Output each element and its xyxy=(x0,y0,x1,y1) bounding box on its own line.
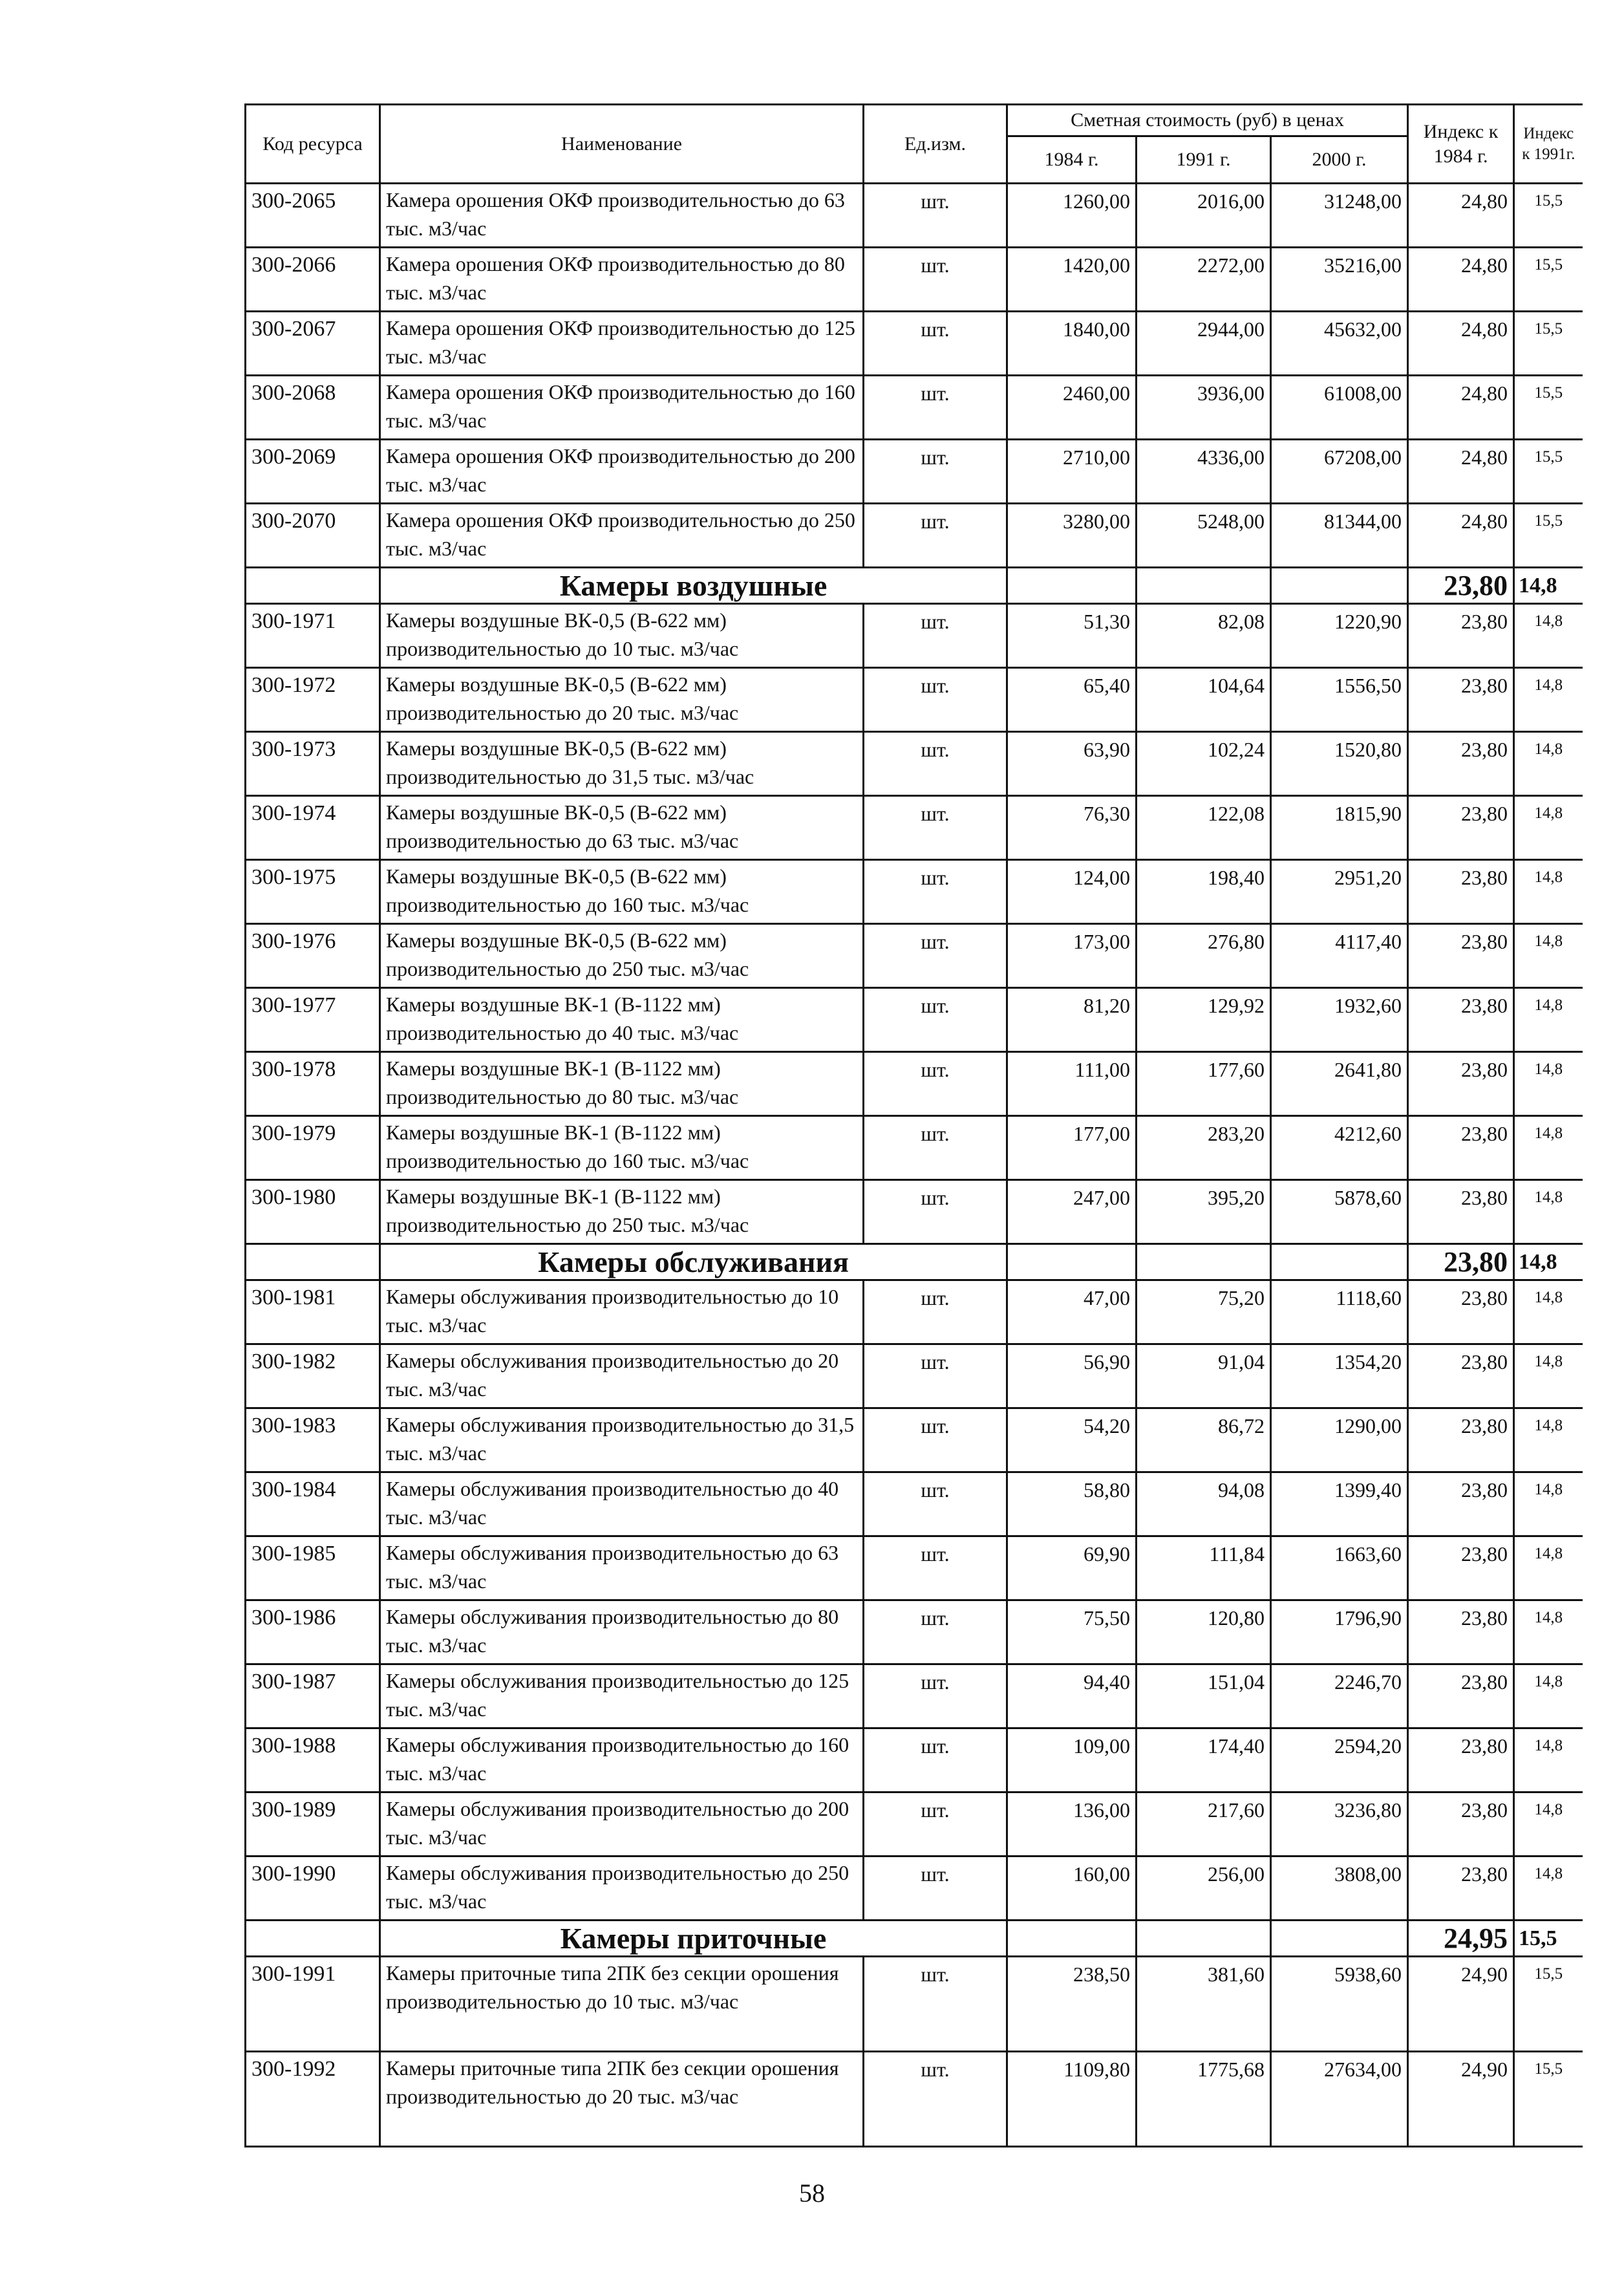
unit-of-measure: шт. xyxy=(864,376,1007,440)
table-row xyxy=(246,860,1583,924)
table-row xyxy=(246,796,1583,860)
index-1991: 14,8 xyxy=(1514,1600,1583,1664)
index-1984: 23,80 xyxy=(1408,1857,1514,1921)
resource-name: Камеры обслуживания производительностью до 63 тыс. м3/час xyxy=(380,1536,864,1600)
price-1984: 1420,00 xyxy=(1007,248,1137,312)
resource-code: 300-1977 xyxy=(246,988,380,1052)
price-2000: 61008,00 xyxy=(1271,376,1408,440)
price-2000: 2951,20 xyxy=(1271,860,1408,924)
resource-code: 300-2066 xyxy=(246,248,380,312)
price-1984: 51,30 xyxy=(1007,604,1137,668)
section-empty-cell xyxy=(1271,568,1408,604)
resource-name: Камеры приточные типа 2ПК без секции орошения производительностью до 20 тыс. м3/час xyxy=(380,2052,864,2147)
price-1984: 63,90 xyxy=(1007,732,1137,796)
price-2000: 27634,00 xyxy=(1271,2052,1408,2147)
table-row xyxy=(246,1116,1583,1180)
unit-of-measure: шт. xyxy=(864,1957,1007,2052)
price-2000: 1932,60 xyxy=(1271,988,1408,1052)
price-1984: 54,20 xyxy=(1007,1408,1137,1472)
resource-name: Камеры обслуживания производительностью до 40 тыс. м3/час xyxy=(380,1472,864,1536)
resource-name: Камеры приточные типа 2ПК без секции орошения производительностью до 10 тыс. м3/час xyxy=(380,1957,864,2052)
index-1991: 14,8 xyxy=(1514,732,1583,796)
index-1984: 23,80 xyxy=(1408,1344,1514,1408)
price-1991: 276,80 xyxy=(1137,924,1271,988)
resource-code: 300-2068 xyxy=(246,376,380,440)
resource-name: Камеры воздушные ВК-0,5 (В-622 мм) производительностью до 160 тыс. м3/час xyxy=(380,860,864,924)
resource-name: Камеры воздушные ВК-0,5 (В-622 мм) производительностью до 31,5 тыс. м3/час xyxy=(380,732,864,796)
unit-of-measure: шт. xyxy=(864,504,1007,568)
index-1984: 23,80 xyxy=(1408,1180,1514,1244)
header-name: Наименование xyxy=(380,105,864,184)
resource-code: 300-1990 xyxy=(246,1857,380,1921)
section-index-1991: 15,5 xyxy=(1514,1921,1583,1957)
header-cost-group: Сметная стоимость (руб) в ценах xyxy=(1007,105,1408,136)
table-row xyxy=(246,1408,1583,1472)
resource-name: Камеры воздушные ВК-1 (В-1122 мм) производительностью до 160 тыс. м3/час xyxy=(380,1116,864,1180)
section-code-cell xyxy=(246,1921,380,1957)
resource-name: Камеры воздушные ВК-0,5 (В-622 мм) производительностью до 10 тыс. м3/час xyxy=(380,604,864,668)
table-row xyxy=(246,1472,1583,1536)
price-1991: 1775,68 xyxy=(1137,2052,1271,2147)
resource-name: Камеры обслуживания производительностью до 20 тыс. м3/час xyxy=(380,1344,864,1408)
price-1991: 120,80 xyxy=(1137,1600,1271,1664)
price-2000: 35216,00 xyxy=(1271,248,1408,312)
price-1984: 75,50 xyxy=(1007,1600,1137,1664)
unit-of-measure: шт. xyxy=(864,1472,1007,1536)
index-1991: 14,8 xyxy=(1514,860,1583,924)
table-row xyxy=(246,2052,1583,2147)
resource-code: 300-1992 xyxy=(246,2052,380,2147)
resource-code: 300-1973 xyxy=(246,732,380,796)
resource-name: Камеры воздушные ВК-0,5 (В-622 мм) производительностью до 63 тыс. м3/час xyxy=(380,796,864,860)
price-2000: 2246,70 xyxy=(1271,1664,1408,1728)
index-1984: 24,80 xyxy=(1408,440,1514,504)
section-header-row xyxy=(246,1244,1583,1280)
price-1991: 104,64 xyxy=(1137,668,1271,732)
unit-of-measure: шт. xyxy=(864,440,1007,504)
index-1991: 15,5 xyxy=(1514,184,1583,248)
index-1991: 15,5 xyxy=(1514,1957,1583,2052)
price-1984: 56,90 xyxy=(1007,1344,1137,1408)
index-1984: 23,80 xyxy=(1408,1116,1514,1180)
section-empty-cell xyxy=(1137,1921,1271,1957)
resource-code: 300-1984 xyxy=(246,1472,380,1536)
section-empty-cell xyxy=(1137,568,1271,604)
table-row xyxy=(246,1344,1583,1408)
resource-name: Камеры обслуживания производительностью до 160 тыс. м3/час xyxy=(380,1728,864,1792)
table-row xyxy=(246,440,1583,504)
index-1984: 23,80 xyxy=(1408,1052,1514,1116)
section-empty-cell xyxy=(1007,1244,1137,1280)
table-row xyxy=(246,1664,1583,1728)
price-1991: 198,40 xyxy=(1137,860,1271,924)
price-table xyxy=(244,103,1583,2147)
price-1984: 69,90 xyxy=(1007,1536,1137,1600)
resource-code: 300-1981 xyxy=(246,1280,380,1344)
section-empty-cell xyxy=(1007,568,1137,604)
resource-code: 300-1988 xyxy=(246,1728,380,1792)
table-row xyxy=(246,732,1583,796)
price-1991: 4336,00 xyxy=(1137,440,1271,504)
price-1984: 94,40 xyxy=(1007,1664,1137,1728)
resource-code: 300-1971 xyxy=(246,604,380,668)
unit-of-measure: шт. xyxy=(864,796,1007,860)
section-header-row xyxy=(246,1921,1583,1957)
index-1984: 24,80 xyxy=(1408,184,1514,248)
table-row xyxy=(246,504,1583,568)
table-row xyxy=(246,1600,1583,1664)
resource-code: 300-2070 xyxy=(246,504,380,568)
index-1991: 14,8 xyxy=(1514,1280,1583,1344)
resource-name: Камеры обслуживания производительностью до 200 тыс. м3/час xyxy=(380,1792,864,1857)
resource-code: 300-1979 xyxy=(246,1116,380,1180)
index-1991: 14,8 xyxy=(1514,1408,1583,1472)
index-1991: 14,8 xyxy=(1514,1116,1583,1180)
index-1984: 24,80 xyxy=(1408,504,1514,568)
price-1991: 122,08 xyxy=(1137,796,1271,860)
unit-of-measure: шт. xyxy=(864,248,1007,312)
index-1991: 14,8 xyxy=(1514,1664,1583,1728)
index-1991: 14,8 xyxy=(1514,1180,1583,1244)
price-2000: 4212,60 xyxy=(1271,1116,1408,1180)
index-1991: 15,5 xyxy=(1514,504,1583,568)
index-1991: 14,8 xyxy=(1514,1052,1583,1116)
price-1991: 91,04 xyxy=(1137,1344,1271,1408)
index-1984: 23,80 xyxy=(1408,1792,1514,1857)
price-1991: 102,24 xyxy=(1137,732,1271,796)
price-1991: 75,20 xyxy=(1137,1280,1271,1344)
header-1984: 1984 г. xyxy=(1007,136,1137,184)
price-1984: 177,00 xyxy=(1007,1116,1137,1180)
unit-of-measure: шт. xyxy=(864,1180,1007,1244)
price-1991: 129,92 xyxy=(1137,988,1271,1052)
header-index-1984: Индекс к 1984 г. xyxy=(1408,105,1514,184)
price-1991: 283,20 xyxy=(1137,1116,1271,1180)
index-1984: 24,90 xyxy=(1408,1957,1514,2052)
resource-name: Камеры обслуживания производительностью до 250 тыс. м3/час xyxy=(380,1857,864,1921)
price-2000: 3808,00 xyxy=(1271,1857,1408,1921)
index-1984: 23,80 xyxy=(1408,732,1514,796)
price-1991: 2944,00 xyxy=(1137,312,1271,376)
table-row xyxy=(246,184,1583,248)
price-1984: 81,20 xyxy=(1007,988,1137,1052)
index-1984: 23,80 xyxy=(1408,924,1514,988)
price-table-sheet xyxy=(244,103,1581,2147)
price-1991: 86,72 xyxy=(1137,1408,1271,1472)
resource-code: 300-1983 xyxy=(246,1408,380,1472)
section-title: Камеры воздушные xyxy=(380,568,1007,604)
price-1984: 1260,00 xyxy=(1007,184,1137,248)
unit-of-measure: шт. xyxy=(864,1664,1007,1728)
unit-of-measure: шт. xyxy=(864,184,1007,248)
price-2000: 1290,00 xyxy=(1271,1408,1408,1472)
table-row xyxy=(246,924,1583,988)
price-1984: 1840,00 xyxy=(1007,312,1137,376)
header-unit: Ед.изм. xyxy=(864,105,1007,184)
resource-code: 300-1980 xyxy=(246,1180,380,1244)
price-2000: 1815,90 xyxy=(1271,796,1408,860)
section-empty-cell xyxy=(1271,1921,1408,1957)
unit-of-measure: шт. xyxy=(864,1280,1007,1344)
resource-name: Камера орошения ОКФ производительностью до 200 тыс. м3/час xyxy=(380,440,864,504)
index-1984: 23,80 xyxy=(1408,1472,1514,1536)
index-1991: 14,8 xyxy=(1514,924,1583,988)
price-2000: 5938,60 xyxy=(1271,1957,1408,2052)
table-row xyxy=(246,1052,1583,1116)
resource-name: Камеры обслуживания производительностью до 125 тыс. м3/час xyxy=(380,1664,864,1728)
resource-name: Камеры воздушные ВК-0,5 (В-622 мм) производительностью до 250 тыс. м3/час xyxy=(380,924,864,988)
price-1991: 395,20 xyxy=(1137,1180,1271,1244)
unit-of-measure: шт. xyxy=(864,1116,1007,1180)
price-2000: 1399,40 xyxy=(1271,1472,1408,1536)
price-1991: 5248,00 xyxy=(1137,504,1271,568)
section-header-row xyxy=(246,568,1583,604)
index-1991: 14,8 xyxy=(1514,1792,1583,1857)
price-1991: 111,84 xyxy=(1137,1536,1271,1600)
section-code-cell xyxy=(246,1244,380,1280)
price-1984: 2460,00 xyxy=(1007,376,1137,440)
table-row xyxy=(246,1280,1583,1344)
section-empty-cell xyxy=(1137,1244,1271,1280)
unit-of-measure: шт. xyxy=(864,1857,1007,1921)
resource-name: Камера орошения ОКФ производительностью до 125 тыс. м3/час xyxy=(380,312,864,376)
resource-name: Камеры воздушные ВК-1 (В-1122 мм) производительностью до 40 тыс. м3/час xyxy=(380,988,864,1052)
unit-of-measure: шт. xyxy=(864,1600,1007,1664)
index-1991: 14,8 xyxy=(1514,796,1583,860)
unit-of-measure: шт. xyxy=(864,1536,1007,1600)
price-1984: 1109,80 xyxy=(1007,2052,1137,2147)
price-2000: 45632,00 xyxy=(1271,312,1408,376)
index-1984: 23,80 xyxy=(1408,988,1514,1052)
index-1991: 15,5 xyxy=(1514,2052,1583,2147)
header-2000: 2000 г. xyxy=(1271,136,1408,184)
index-1991: 15,5 xyxy=(1514,248,1583,312)
resource-name: Камера орошения ОКФ производительностью до 250 тыс. м3/час xyxy=(380,504,864,568)
header-1991: 1991 г. xyxy=(1137,136,1271,184)
table-row xyxy=(246,604,1583,668)
price-2000: 5878,60 xyxy=(1271,1180,1408,1244)
price-1984: 109,00 xyxy=(1007,1728,1137,1792)
resource-code: 300-1976 xyxy=(246,924,380,988)
resource-code: 300-1982 xyxy=(246,1344,380,1408)
resource-name: Камеры воздушные ВК-0,5 (В-622 мм) производительностью до 20 тыс. м3/час xyxy=(380,668,864,732)
index-1984: 23,80 xyxy=(1408,1408,1514,1472)
index-1991: 14,8 xyxy=(1514,1536,1583,1600)
resource-name: Камеры воздушные ВК-1 (В-1122 мм) производительностью до 80 тыс. м3/час xyxy=(380,1052,864,1116)
price-1991: 381,60 xyxy=(1137,1957,1271,2052)
price-2000: 1220,90 xyxy=(1271,604,1408,668)
resource-name: Камера орошения ОКФ производительностью до 160 тыс. м3/час xyxy=(380,376,864,440)
price-1984: 247,00 xyxy=(1007,1180,1137,1244)
section-index-1991: 14,8 xyxy=(1514,568,1583,604)
price-1984: 2710,00 xyxy=(1007,440,1137,504)
index-1991: 15,5 xyxy=(1514,312,1583,376)
resource-code: 300-1972 xyxy=(246,668,380,732)
section-index-1991: 14,8 xyxy=(1514,1244,1583,1280)
resource-code: 300-1989 xyxy=(246,1792,380,1857)
price-2000: 1520,80 xyxy=(1271,732,1408,796)
price-1991: 177,60 xyxy=(1137,1052,1271,1116)
resource-code: 300-1985 xyxy=(246,1536,380,1600)
unit-of-measure: шт. xyxy=(864,668,1007,732)
index-1991: 14,8 xyxy=(1514,1344,1583,1408)
unit-of-measure: шт. xyxy=(864,1344,1007,1408)
price-2000: 1118,60 xyxy=(1271,1280,1408,1344)
table-row xyxy=(246,312,1583,376)
price-2000: 1796,90 xyxy=(1271,1600,1408,1664)
table-row xyxy=(246,988,1583,1052)
unit-of-measure: шт. xyxy=(864,1792,1007,1857)
index-1991: 15,5 xyxy=(1514,376,1583,440)
price-1984: 3280,00 xyxy=(1007,504,1137,568)
price-1991: 82,08 xyxy=(1137,604,1271,668)
price-1984: 136,00 xyxy=(1007,1792,1137,1857)
index-1984: 23,80 xyxy=(1408,1600,1514,1664)
index-1984: 23,80 xyxy=(1408,796,1514,860)
price-1984: 124,00 xyxy=(1007,860,1137,924)
resource-name: Камера орошения ОКФ производительностью до 63 тыс. м3/час xyxy=(380,184,864,248)
price-1991: 3936,00 xyxy=(1137,376,1271,440)
unit-of-measure: шт. xyxy=(864,2052,1007,2147)
resource-name: Камеры воздушные ВК-1 (В-1122 мм) производительностью до 250 тыс. м3/час xyxy=(380,1180,864,1244)
index-1984: 24,80 xyxy=(1408,376,1514,440)
unit-of-measure: шт. xyxy=(864,312,1007,376)
price-2000: 2641,80 xyxy=(1271,1052,1408,1116)
table-row xyxy=(246,1857,1583,1921)
section-index-1984: 23,80 xyxy=(1408,568,1514,604)
index-1991: 14,8 xyxy=(1514,1857,1583,1921)
index-1984: 23,80 xyxy=(1408,860,1514,924)
table-row xyxy=(246,248,1583,312)
index-1991: 14,8 xyxy=(1514,1728,1583,1792)
index-1991: 14,8 xyxy=(1514,668,1583,732)
resource-code: 300-1987 xyxy=(246,1664,380,1728)
section-title: Камеры приточные xyxy=(380,1921,1007,1957)
header-code: Код ресурса xyxy=(246,105,380,184)
price-1984: 238,50 xyxy=(1007,1957,1137,2052)
page-number: 58 xyxy=(799,2179,825,2208)
price-2000: 1556,50 xyxy=(1271,668,1408,732)
price-2000: 67208,00 xyxy=(1271,440,1408,504)
resource-name: Камера орошения ОКФ производительностью до 80 тыс. м3/час xyxy=(380,248,864,312)
index-1984: 23,80 xyxy=(1408,604,1514,668)
price-2000: 3236,80 xyxy=(1271,1792,1408,1857)
price-2000: 1663,60 xyxy=(1271,1536,1408,1600)
section-empty-cell xyxy=(1271,1244,1408,1280)
table-row xyxy=(246,1957,1583,2052)
index-1984: 23,80 xyxy=(1408,1664,1514,1728)
resource-code: 300-2067 xyxy=(246,312,380,376)
resource-name: Камеры обслуживания производительностью до 80 тыс. м3/час xyxy=(380,1600,864,1664)
index-1991: 15,5 xyxy=(1514,440,1583,504)
unit-of-measure: шт. xyxy=(864,604,1007,668)
price-1984: 58,80 xyxy=(1007,1472,1137,1536)
price-1991: 94,08 xyxy=(1137,1472,1271,1536)
price-2000: 81344,00 xyxy=(1271,504,1408,568)
resource-name: Камеры обслуживания производительностью до 31,5 тыс. м3/час xyxy=(380,1408,864,1472)
price-1991: 2272,00 xyxy=(1137,248,1271,312)
section-index-1984: 24,95 xyxy=(1408,1921,1514,1957)
table-row xyxy=(246,668,1583,732)
section-title: Камеры обслуживания xyxy=(380,1244,1007,1280)
resource-code: 300-1991 xyxy=(246,1957,380,2052)
table-row xyxy=(246,1792,1583,1857)
unit-of-measure: шт. xyxy=(864,1408,1007,1472)
section-empty-cell xyxy=(1007,1921,1137,1957)
price-2000: 31248,00 xyxy=(1271,184,1408,248)
index-1984: 24,80 xyxy=(1408,312,1514,376)
unit-of-measure: шт. xyxy=(864,1728,1007,1792)
table-row xyxy=(246,376,1583,440)
index-1984: 24,90 xyxy=(1408,2052,1514,2147)
price-1984: 65,40 xyxy=(1007,668,1137,732)
table-header xyxy=(246,105,1583,184)
index-1991: 14,8 xyxy=(1514,1472,1583,1536)
index-1984: 23,80 xyxy=(1408,668,1514,732)
table-row xyxy=(246,1180,1583,1244)
resource-code: 300-1978 xyxy=(246,1052,380,1116)
table-row xyxy=(246,1536,1583,1600)
price-2000: 2594,20 xyxy=(1271,1728,1408,1792)
index-1991: 14,8 xyxy=(1514,604,1583,668)
unit-of-measure: шт. xyxy=(864,1052,1007,1116)
unit-of-measure: шт. xyxy=(864,988,1007,1052)
price-1984: 76,30 xyxy=(1007,796,1137,860)
unit-of-measure: шт. xyxy=(864,924,1007,988)
table-body xyxy=(246,184,1583,2147)
price-1991: 151,04 xyxy=(1137,1664,1271,1728)
resource-code: 300-1974 xyxy=(246,796,380,860)
table-row xyxy=(246,1728,1583,1792)
index-1984: 23,80 xyxy=(1408,1536,1514,1600)
price-1984: 173,00 xyxy=(1007,924,1137,988)
price-1991: 217,60 xyxy=(1137,1792,1271,1857)
resource-code: 300-2069 xyxy=(246,440,380,504)
index-1984: 24,80 xyxy=(1408,248,1514,312)
section-code-cell xyxy=(246,568,380,604)
index-1991: 14,8 xyxy=(1514,988,1583,1052)
price-1984: 160,00 xyxy=(1007,1857,1137,1921)
price-2000: 4117,40 xyxy=(1271,924,1408,988)
section-index-1984: 23,80 xyxy=(1408,1244,1514,1280)
price-1984: 47,00 xyxy=(1007,1280,1137,1344)
price-1991: 2016,00 xyxy=(1137,184,1271,248)
resource-code: 300-1975 xyxy=(246,860,380,924)
resource-name: Камеры обслуживания производительностью до 10 тыс. м3/час xyxy=(380,1280,864,1344)
unit-of-measure: шт. xyxy=(864,860,1007,924)
price-2000: 1354,20 xyxy=(1271,1344,1408,1408)
resource-code: 300-2065 xyxy=(246,184,380,248)
unit-of-measure: шт. xyxy=(864,732,1007,796)
index-1984: 23,80 xyxy=(1408,1728,1514,1792)
index-1984: 23,80 xyxy=(1408,1280,1514,1344)
price-1991: 256,00 xyxy=(1137,1857,1271,1921)
header-index-1991: Индекс к 1991г. xyxy=(1514,105,1583,184)
price-1991: 174,40 xyxy=(1137,1728,1271,1792)
resource-code: 300-1986 xyxy=(246,1600,380,1664)
price-1984: 111,00 xyxy=(1007,1052,1137,1116)
